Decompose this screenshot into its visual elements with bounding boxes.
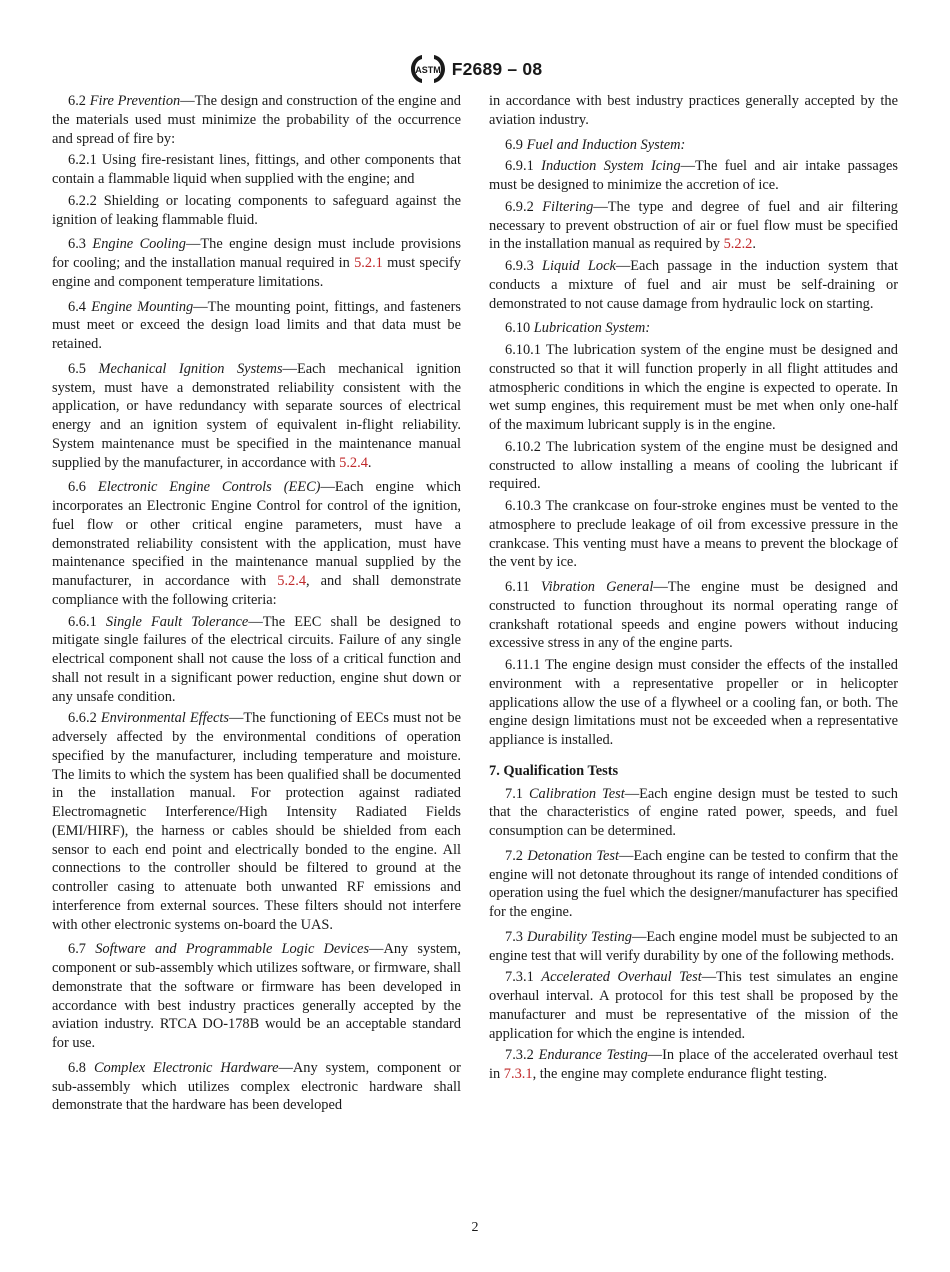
clause-6-11: 6.11 Vibration General—The engine must be designed and constructed to function throughout its normal operating range of crankshaft rotational speeds and engine powers without inducing excessive stress in any of the engine parts. [489,579,898,652]
right-column [489,92,898,1084]
page-header [0,54,950,84]
clause-7-1: 7.1 Calibration Test—Each engine design must be tested to such that the characteristics of engine rated power, speeds, and fuel consumption can be determined. [489,785,898,839]
clause-7-3-2: 7.3.2 Endurance Testing—In place of the accelerated overhaul test in 7.3.1, the engine may complete endurance flight testing. [489,1047,899,1082]
clause-6-10: 6.10 Lubrication System: [505,320,651,337]
clause-6-11-1: 6.11.1 The engine design must consider the effects of the installed environment with a representative propeller or in helicopter applications allow the use of a flywheel or a cooling fan, or both. The engine design limitations must not be exceeded when a representative appliance is installed. [489,657,898,748]
clause-7-3: 7.3 Durability Testing—Each engine model must be subjected to an engine test that will verify durability by one of the following methods. [489,928,898,964]
clause-6-3: 6.3 Engine Cooling—The engine design must include provisions for cooling; and the installation manual required in 5.2.1 must specify engine and component temperature limitations. [52,236,461,290]
clause-6-2-2: 6.2.2 Shielding or locating components to safeguard against the ignition of leaking flammable fluid. [52,192,461,228]
clause-6-2-1: 6.2.1 Using fire-resistant lines, fittings, and other components that contain a flammable liquid when supplied with the engine; and [52,152,461,187]
ref-link-7-3-1[interactable]: 7.3.1 [503,1066,533,1082]
clause-6-5: 6.5 Mechanical Ignition Systems—Each mechanical ignition system, must have a demonstrated reliability consistent with the application, or have redundancy with separate sources of electrical energy and an ignition system of equivalent in-flight reliability. System maintenance must be specified in the maintenance manual supplied by the manufacturer, in accordance with 5.2.4. [52,360,461,471]
logo-text: ASTM [414,65,441,75]
clause-6-4: 6.4 Engine Mounting—The mounting point, fittings, and fasteners must meet or exceed the design load limits and that data must be retained. [52,298,461,352]
clause-6-10-3: 6.10.3 The crankcase on four-stroke engines must be vented to the atmosphere to preclude leakage of oil from excessive pressure in the crankcase. This venting must have a means to prevent the blockage of the vent by ice. [489,498,899,571]
clause-6-10-1: 6.10.1 The lubrication system of the engine must be designed and constructed so that it will function properly in all flight attitudes and atmospheric conditions in which the engine is expected to operate. In wet sump engines, this requirement must be met when only one-half of the maximum lubricant supply is in the engine. [489,342,898,433]
ref-link-5-2-4[interactable]: 5.2.4 [277,573,307,589]
section-heading-7: 7. Qualification Tests [489,762,619,779]
ref-link-5-2-2[interactable]: 5.2.2 [723,236,753,253]
clause-7-3-1: 7.3.1 Accelerated Overhaul Test—This test simulates an engine overhaul interval. A protocol for this test shall be proposed by the manufacturer and must be representative of the mission of the application for which the engine is intended. [489,969,898,1042]
clause-6-6: 6.6 Electronic Engine Controls (EEC)—Each engine which incorporates an Electronic Engine Control for control of the ignition, fuel flow or other critical engine parameters, must have a demonstrated reliability consistent with the application, must have maintenance specified in the maintenance manual supplied by the manufacturer, in accordance with 5.2.4, and shall demonstrate compliance with the following criteria: [52,479,461,608]
astm-logo-icon [408,54,448,84]
clause-6-2: 6.2 Fire Prevention—The design and construction of the engine and the materials used must minimize the probability of the occurrence and spread of fire by: [52,93,461,147]
clause-6-9-3: 6.9.3 Liquid Lock—Each passage in the induction system that conducts a mixture of fuel and air must be self-draining or demonstrated to not cause damage from hydraulic lock on starting. [489,258,898,312]
clause-6-8-continued: in accordance with best industry practices generally accepted by the aviation industry. [489,93,898,128]
page-number: 2 [471,1220,479,1235]
clause-6-6-2: 6.6.2 Environmental Effects—The functioning of EECs must not be adversely affected by the environmental conditions of operation specified by the manufacturer, including temperature and moisture. The limits to which the system has been qualified shall be documented in the installation manual. For protection against radiated Electromagnetic Interference/High Intensity Radiated Fields (EMI/HIRF), the harness or cables should be shielded from each sensor to each end point and electrically bonded to the engine. All connections to the controller should be filtered to ground at the controller casing to attenuate both unwanted RF emissions and interference from external sources. These filters should not interfere with other electronic systems on-board the UAS. [52,710,461,933]
clause-6-9-2: 6.9.2 Filtering—The type and degree of fuel and air filtering necessary to prevent obstruction of air or fuel flow must be specified in the installation manual as required by 5.2.2. [489,198,898,253]
clause-6-8: 6.8 Complex Electronic Hardware—Any system, component or sub-assembly which utilizes complex electronic hardware shall demonstrate that the hardware has been developed [52,1059,461,1114]
clause-6-7: 6.7 Software and Programmable Logic Devices—Any system, component or sub-assembly which utilizes software, or firmware, shall demonstrate that the software or firmware has been developed in accordance with best industry practices generally accepted by the aviation industry. RTCA DO-178B would be an acceptable standard for use. [52,941,461,1051]
left-column [52,92,461,1115]
clause-6-10-2: 6.10.2 The lubrication system of the engine must be designed and constructed to allow installing a means of cooling the lubricant if required. [489,438,898,493]
clause-6-9-1: 6.9.1 Induction System Icing—The fuel and air intake passages must be designed to minimize the accretion of ice. [489,158,898,193]
clause-6-9: 6.9 Fuel and Induction System: [505,136,686,153]
ref-link-5-2-4[interactable]: 5.2.4 [339,454,368,471]
standard-designation: F2689 – 08 [451,58,543,79]
clause-7-2: 7.2 Detonation Test—Each engine can be tested to confirm that the engine will not detonate throughout its range of intended conditions of operation using the fuel which the designer/manufacturer has specified for the engine. [489,847,898,920]
ref-link-5-2-1[interactable]: 5.2.1 [354,255,383,271]
clause-6-6-1: 6.6.1 Single Fault Tolerance—The EEC shall be designed to mitigate single failures of the electrical circuits. Failure of any single electrical component shall not cause the loss of a critical function and shall not result in a significant power reduction, engine shut down or any unsafe condition. [52,613,461,705]
